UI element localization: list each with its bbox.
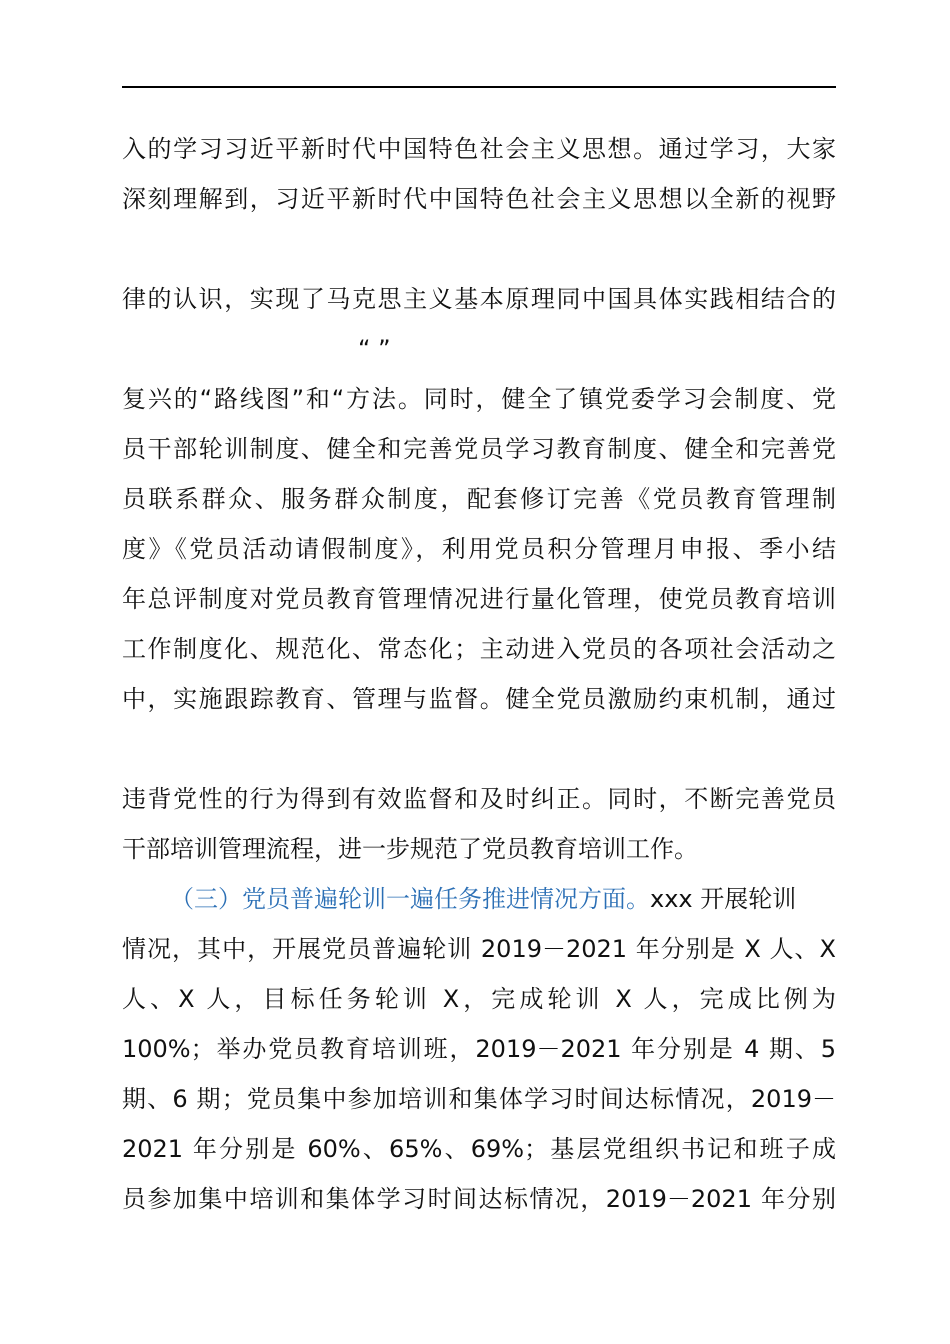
text-line: 违背党性的行为得到有效监督和及时纠正。同时，不断完善党员	[122, 785, 836, 813]
text-line: 度》《党员活动请假制度》，利用党员积分管理月申报、季小结	[122, 535, 836, 563]
text-line: 员参加集中培训和集体学习时间达标情况，2019－2021 年分别	[122, 1185, 836, 1213]
text-line: “ ”	[358, 335, 391, 363]
text-line: 干部培训管理流程，进一步规范了党员教育培训工作。	[122, 835, 698, 863]
text-line: 情况，其中，开展党员普遍轮训 2019－2021 年分别是 X 人、X	[122, 935, 836, 963]
text-line: 员联系群众、服务群众制度，配套修订完善《党员教育管理制	[122, 485, 836, 513]
text-line: 入的学习习近平新时代中国特色社会主义思想。通过学习，大家	[122, 135, 836, 163]
text-line: 深刻理解到，习近平新时代中国特色社会主义思想以全新的视野	[122, 185, 836, 213]
text-line: 人、X 人，目标任务轮训 X，完成轮训 X 人，完成比例为	[122, 985, 836, 1013]
body-text	[122, 124, 836, 1224]
text-line: 期、6 期；党员集中参加培训和集体学习时间达标情况，2019－	[122, 1085, 836, 1113]
text-line: 中，实施跟踪教育、管理与监督。健全党员激励约束机制，通过	[122, 685, 836, 713]
section-heading-line	[122, 874, 836, 924]
text-line: 复兴的“路线图”和“方法。同时，健全了镇党委学习会制度、党	[122, 385, 836, 413]
header-rule	[122, 86, 836, 88]
text-line: 员干部轮训制度、健全和完善党员学习教育制度、健全和完善党	[122, 435, 836, 463]
text-line	[122, 224, 836, 274]
text-line: 100%；举办党员教育培训班，2019－2021 年分别是 4 期、5	[122, 1035, 836, 1063]
text-line	[122, 724, 836, 774]
section-heading: （三）党员普遍轮训一遍任务推进情况方面。	[170, 885, 650, 913]
text-line: 2021 年分别是 60%、65%、69%；基层党组织书记和班子成	[122, 1135, 836, 1163]
text-line: 工作制度化、规范化、常态化；主动进入党员的各项社会活动之	[122, 635, 836, 663]
text-line: 年总评制度对党员教育管理情况进行量化管理，使党员教育培训	[122, 585, 836, 613]
section-heading-rest: xxx 开展轮训	[650, 885, 797, 913]
text-line: 律的认识，实现了马克思主义基本原理同中国具体实践相结合的	[122, 285, 836, 313]
